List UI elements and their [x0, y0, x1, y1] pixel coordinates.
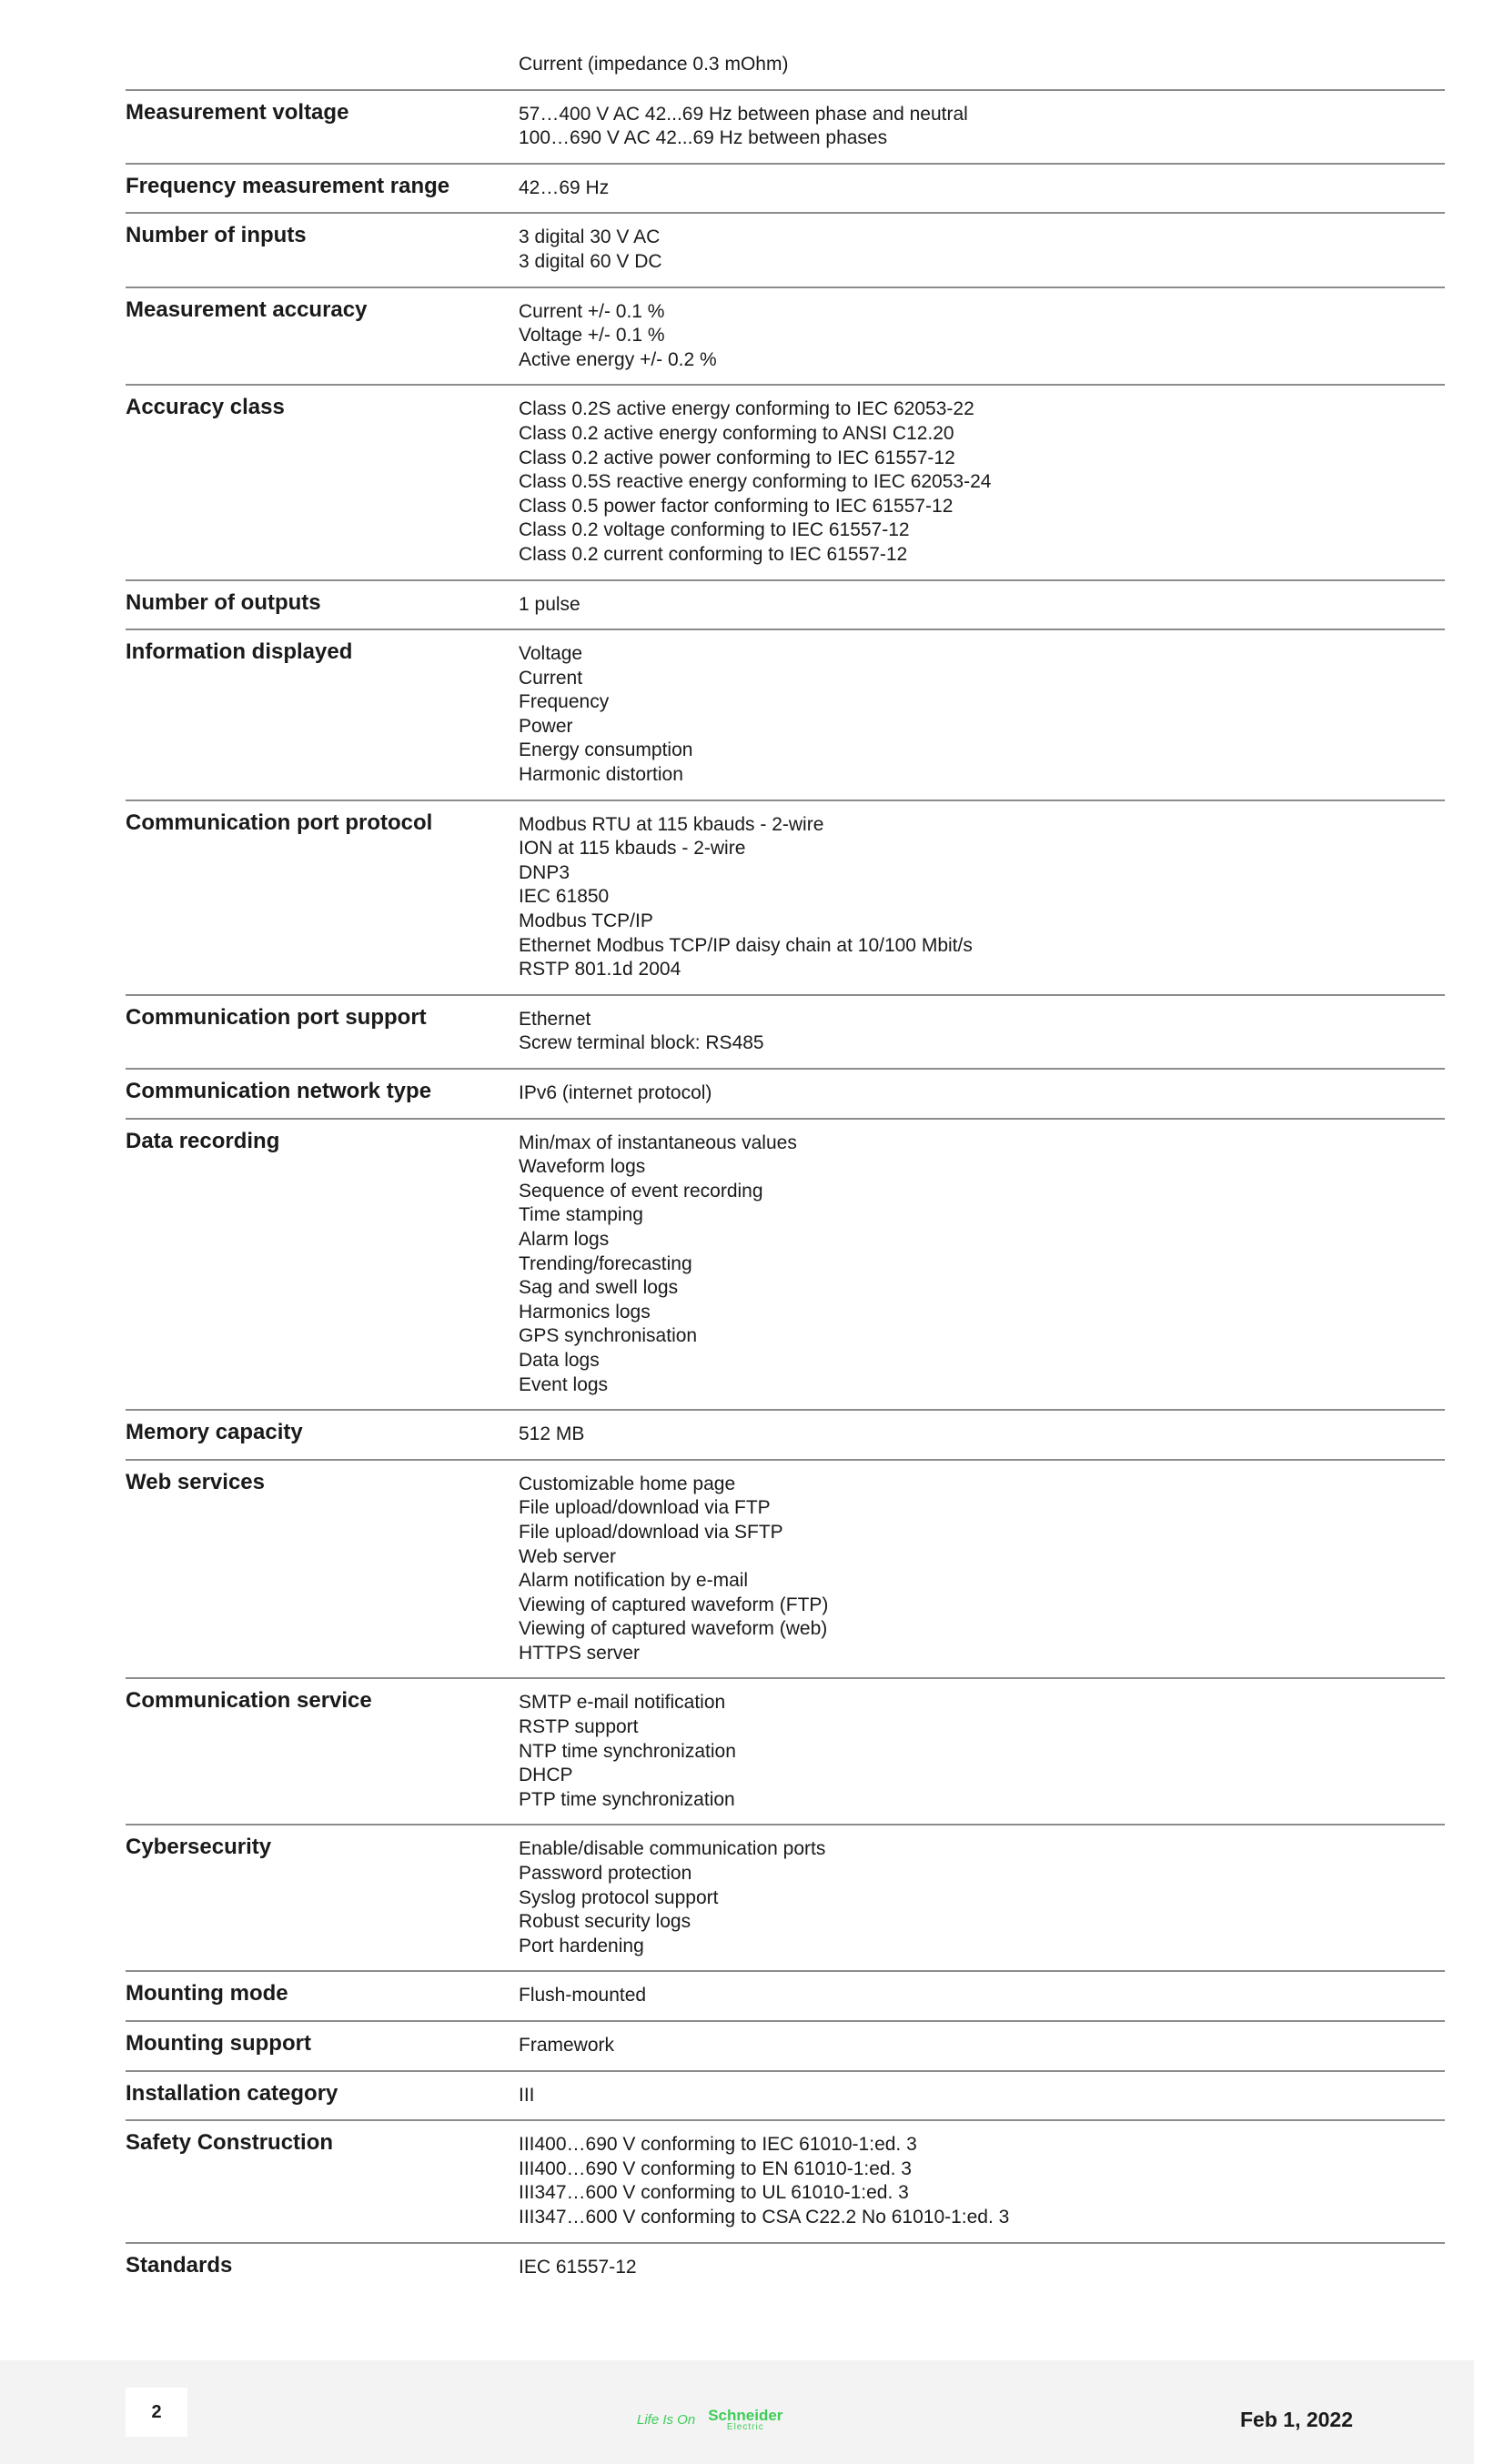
- spec-value: HTTPS server: [519, 1642, 641, 1664]
- spec-value: Voltage +/- 0.1 %: [519, 325, 665, 347]
- spec-row: [126, 2121, 1445, 2243]
- spec-value: ION at 115 kbauds - 2-wire: [519, 838, 746, 860]
- spec-values: [519, 172, 1445, 201]
- spec-value: Class 0.2 voltage conforming to IEC 61557-12: [519, 519, 910, 541]
- spec-value: IPv6 (internet protocol): [519, 1082, 712, 1103]
- spec-value: Current: [519, 667, 583, 689]
- spec-value: Sequence of event recording: [519, 1180, 763, 1202]
- spec-label: Number of inputs: [126, 223, 307, 248]
- brand-name: Schneider: [708, 2407, 783, 2424]
- spec-value: Power: [519, 715, 573, 737]
- spec-row: [126, 801, 1445, 996]
- spec-label: Mounting mode: [126, 1981, 288, 2006]
- spec-values: [519, 221, 1445, 274]
- spec-values: [519, 1468, 1445, 1666]
- spec-values: [519, 588, 1445, 618]
- spec-value: 3 digital 60 V DC: [519, 250, 662, 272]
- spec-row: [126, 214, 1445, 287]
- spec-row: [126, 386, 1445, 580]
- spec-value: Harmonic distortion: [519, 764, 683, 786]
- spec-value: Time stamping: [519, 1204, 643, 1226]
- spec-row: [126, 2244, 1445, 2292]
- spec-label: Mounting support: [126, 2031, 311, 2056]
- spec-value: Data logs: [519, 1349, 600, 1371]
- spec-label: Measurement voltage: [126, 99, 349, 125]
- spec-value: Robust security logs: [519, 1911, 691, 1933]
- spec-label: Memory capacity: [126, 1420, 303, 1445]
- spec-row: [126, 1070, 1445, 1120]
- spec-value: Enable/disable communication ports: [519, 1838, 826, 1860]
- spec-value: SMTP e-mail notification: [519, 1692, 726, 1714]
- spec-value: IEC 61850: [519, 886, 610, 908]
- spec-value: Ethernet: [519, 1008, 591, 1030]
- spec-value: File upload/download via FTP: [519, 1497, 771, 1519]
- spec-value: Energy consumption: [519, 739, 693, 761]
- spec-value: Viewing of captured waveform (web): [519, 1618, 828, 1640]
- spec-table: [126, 53, 1445, 2291]
- spec-value: Voltage: [519, 643, 583, 665]
- spec-value: Port hardening: [519, 1935, 644, 1956]
- spec-values: [519, 393, 1445, 567]
- spec-value: Framework: [519, 2035, 615, 2056]
- spec-label: Number of outputs: [126, 589, 321, 615]
- spec-value: Modbus RTU at 115 kbauds - 2-wire: [519, 813, 824, 835]
- continuation-row: [126, 53, 1445, 91]
- spec-value: Class 0.2 active energy conforming to ANSI C12.20: [519, 422, 954, 444]
- spec-values: [519, 2079, 1445, 2108]
- spec-value: III: [519, 2084, 535, 2106]
- spec-values: [519, 2251, 1445, 2280]
- spec-value: 100…690 V AC 42...69 Hz between phases: [519, 127, 888, 149]
- spec-value: Min/max of instantaneous values: [519, 1131, 797, 1153]
- spec-value: 512 MB: [519, 1423, 585, 1445]
- spec-value: Ethernet Modbus TCP/IP daisy chain at 10/100 Mbit/s: [519, 934, 973, 956]
- spec-value: 57…400 V AC 42...69 Hz between phase and neutral: [519, 103, 968, 125]
- spec-row: [126, 996, 1445, 1070]
- spec-value: Syslog protocol support: [519, 1886, 719, 1908]
- spec-value: GPS synchronisation: [519, 1325, 698, 1347]
- spec-value: 42…69 Hz: [519, 176, 610, 198]
- spec-value: Class 0.2S active energy conforming to IEC 62053-22: [519, 398, 974, 420]
- spec-value: IEC 61557-12: [519, 2256, 637, 2278]
- spec-value: RSTP support: [519, 1716, 639, 1738]
- spec-label: Standards: [126, 2252, 233, 2278]
- spec-values: [519, 1127, 1445, 1398]
- spec-value: III400…690 V conforming to IEC 61010-1:ed. 3: [519, 2134, 917, 2156]
- spec-row: [126, 1825, 1445, 1972]
- tagline: Life Is On: [637, 2412, 696, 2428]
- spec-value: III400…690 V conforming to EN 61010-1:ed. 3: [519, 2157, 912, 2179]
- spec-value: 3 digital 30 V AC: [519, 226, 661, 248]
- spec-row: [126, 581, 1445, 631]
- spec-value: Sag and swell logs: [519, 1277, 679, 1299]
- spec-label: Communication service: [126, 1688, 372, 1714]
- spec-value: Alarm notification by e-mail: [519, 1570, 749, 1592]
- spec-value: Class 0.2 current conforming to IEC 61557-12: [519, 543, 908, 565]
- spec-value: Flush-mounted: [519, 1985, 647, 2006]
- spec-value: Class 0.5 power factor conforming to IEC 61557-12: [519, 495, 954, 517]
- spec-values: [519, 1833, 1445, 1958]
- spec-row: [126, 2072, 1445, 2122]
- spec-value: File upload/download via SFTP: [519, 1521, 783, 1543]
- spec-value: Current (impedance 0.3 mOhm): [519, 54, 789, 75]
- spec-values: [519, 1003, 1445, 1056]
- spec-row: [126, 1120, 1445, 1412]
- spec-values: [519, 98, 1445, 151]
- spec-label: Measurement accuracy: [126, 297, 368, 322]
- spec-value: Alarm logs: [519, 1228, 610, 1250]
- spec-row: [126, 1679, 1445, 1825]
- spec-value: Current +/- 0.1 %: [519, 300, 665, 322]
- spec-values: [519, 2128, 1445, 2229]
- spec-label: Information displayed: [126, 639, 353, 665]
- spec-value: Customizable home page: [519, 1473, 736, 1494]
- page-number: 2: [126, 2388, 187, 2437]
- page-footer: [0, 2360, 1474, 2464]
- spec-values: [519, 1979, 1445, 2008]
- schneider-logo: [708, 2408, 782, 2432]
- spec-value: III347…600 V conforming to UL 61010-1:ed. 3: [519, 2182, 909, 2204]
- spec-value: DHCP: [519, 1765, 573, 1786]
- spec-values: [519, 2029, 1445, 2058]
- spec-values: [519, 296, 1445, 373]
- spec-label: Communication port protocol: [126, 810, 433, 835]
- spec-row: [126, 2022, 1445, 2072]
- spec-value: Password protection: [519, 1863, 692, 1885]
- spec-row: [126, 165, 1445, 215]
- spec-value: Web server: [519, 1545, 616, 1567]
- continuation-values: [519, 53, 1445, 77]
- spec-row: [126, 1972, 1445, 2022]
- spec-value: Trending/forecasting: [519, 1252, 692, 1274]
- spec-value: PTP time synchronization: [519, 1788, 735, 1810]
- spec-value: Viewing of captured waveform (FTP): [519, 1594, 829, 1615]
- spec-values: [519, 809, 1445, 982]
- spec-values: [519, 1077, 1445, 1106]
- spec-label: Web services: [126, 1469, 265, 1494]
- spec-value: NTP time synchronization: [519, 1740, 736, 1762]
- spec-value: RSTP 801.1d 2004: [519, 959, 681, 981]
- spec-row: [126, 288, 1445, 387]
- spec-rows: [126, 91, 1445, 2292]
- spec-row: [126, 1461, 1445, 1680]
- spec-label: Accuracy class: [126, 395, 285, 420]
- document-date: Feb 1, 2022: [1240, 2408, 1354, 2431]
- spec-value: Frequency: [519, 691, 610, 713]
- spec-label: Communication port support: [126, 1004, 427, 1030]
- spec-value: Class 0.2 active power conforming to IEC 61557-12: [519, 447, 955, 468]
- spec-value: Screw terminal block: RS485: [519, 1032, 764, 1054]
- spec-value: Active energy +/- 0.2 %: [519, 348, 717, 370]
- spec-values: [519, 638, 1445, 788]
- spec-label: Data recording: [126, 1128, 280, 1153]
- spec-value: III347…600 V conforming to CSA C22.2 No 61010-1:ed. 3: [519, 2206, 1010, 2228]
- spec-label: Frequency measurement range: [126, 173, 450, 198]
- spec-label: Cybersecurity: [126, 1835, 272, 1860]
- spec-value: Harmonics logs: [519, 1301, 651, 1323]
- spec-value: Modbus TCP/IP: [519, 910, 653, 932]
- spec-row: [126, 630, 1445, 801]
- spec-label: Safety Construction: [126, 2130, 334, 2156]
- spec-label: Installation category: [126, 2080, 338, 2106]
- spec-value: Event logs: [519, 1373, 609, 1395]
- spec-value: Class 0.5S reactive energy conforming to IEC 62053-24: [519, 471, 992, 493]
- spec-row: [126, 1411, 1445, 1461]
- spec-values: [519, 1686, 1445, 1812]
- spec-value: Waveform logs: [519, 1156, 646, 1178]
- spec-values: [519, 1418, 1445, 1447]
- spec-label: Communication network type: [126, 1079, 432, 1103]
- spec-value: 1 pulse: [519, 593, 580, 615]
- brand-lockup: [637, 2408, 782, 2432]
- spec-row: [126, 91, 1445, 165]
- spec-value: DNP3: [519, 861, 570, 883]
- brand-sub: Electric: [726, 2422, 764, 2432]
